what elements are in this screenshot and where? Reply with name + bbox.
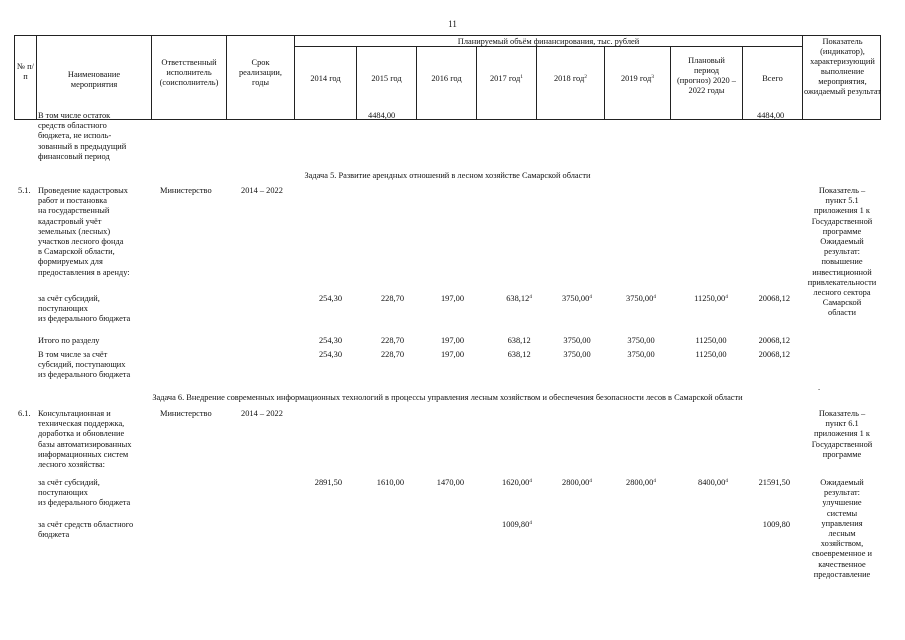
value-2016: 197,00 — [440, 336, 464, 345]
task-6-title: Задача 6. Внедрение современных информационных технологий в процессы управления лесным хозяйством и обеспечения безопасности лесов в Самарской области — [152, 393, 743, 402]
value-plan: 8400,00$^4$ — [698, 478, 728, 487]
header-col-plan: Плановый период (прогноз) 2020 – 2022 годы — [677, 56, 736, 95]
header-col-no: № п/п — [17, 62, 34, 81]
value-total: 20068,12 — [758, 336, 790, 345]
value-total: 4484,00 — [757, 111, 785, 120]
header-col-2015: 2015 год — [371, 74, 402, 83]
page-number: 11 — [448, 19, 457, 29]
value-2017: 1009,80$^4$ — [502, 520, 532, 529]
indicator: Показатель – пункт 5.1 приложения 1 к Государственной программе Ожидаемый результат: повышение инвестиционной привлекательности лесного сектора Самарской области — [807, 186, 877, 318]
value-2015: 228,70 — [380, 350, 404, 359]
value-2015: 4484,00 — [368, 111, 396, 120]
value-2019: 3750,00 — [627, 336, 655, 345]
value-2018: 2800,00$^4$ — [562, 478, 592, 487]
header-col-total: Всего — [762, 74, 783, 83]
item-name: Консультационная и техническая поддержка, доработка и обновление базы автоматизированных информационных систем лесного хозяйства: — [38, 409, 132, 470]
header-col-2018: 2018 год$^2$ — [553, 74, 588, 83]
value-2019: 3750,00 — [627, 350, 655, 359]
value-2018: 3750,00 — [563, 336, 591, 345]
item-number: 6.1. — [18, 409, 31, 418]
item-number: 5.1. — [18, 186, 31, 195]
value-total: 1009,80 — [762, 520, 790, 529]
value-2017: 638,12$^4$ — [506, 294, 532, 303]
value-2019: 3750,00$^4$ — [626, 294, 656, 303]
row-name: за счёт субсидий, поступающих из федерального бюджета — [38, 294, 131, 324]
row-name: за счёт средств областного бюджета — [38, 520, 134, 540]
row-name: Итого по разделу — [38, 336, 100, 345]
value-2015: 228,70 — [380, 336, 404, 345]
value-2014: 2891,50 — [314, 478, 342, 487]
value-2014: 254,30 — [318, 336, 342, 345]
value-total: 20068,12 — [758, 350, 790, 359]
value-2018: 3750,00 — [563, 350, 591, 359]
value-2017: 638,12 — [507, 336, 531, 345]
value-2017: 1620,00$^4$ — [502, 478, 532, 487]
row-name: В том числе за счёт субсидий, поступающих из федерального бюджета — [38, 350, 131, 380]
header-col-2014: 2014 год — [310, 74, 341, 83]
row-name: В том числе остаток средств областного бюджета, не исполь- зованный в предыдущий финансовый период — [38, 111, 127, 161]
header-col-name: Наименование мероприятия — [67, 70, 121, 89]
header-col-responsible: Ответственный исполнитель (соисполнитель) — [159, 58, 219, 87]
header-col-funding: Планируемый объём финансирования, тыс. рублей — [457, 37, 640, 46]
header-col-term: Срок реализации, годы — [238, 58, 283, 87]
value-plan: 11250,00 — [695, 350, 727, 359]
header-col-2016: 2016 год — [431, 74, 462, 83]
header-col-2019: 2019 год$^3$ — [620, 74, 655, 83]
header-col-indicator: Показатель (индикатор), характеризующий выполнение мероприятия, ожидаемый результат — [803, 37, 881, 96]
responsible: Министерство — [160, 409, 212, 418]
value-2016: 197,00 — [440, 350, 464, 359]
term: 2014 – 2022 — [241, 409, 283, 418]
value-total: 21591,50 — [758, 478, 790, 487]
value-total: 20068,12 — [758, 294, 790, 303]
term: 2014 – 2022 — [241, 186, 283, 195]
table-header — [14, 35, 881, 120]
value-plan: 11250,00 — [695, 336, 727, 345]
value-2016: 197,00 — [440, 294, 464, 303]
value-plan: 11250,00$^4$ — [694, 294, 728, 303]
task-5-title: Задача 5. Развитие арендных отношений в лесном хозяйстве Самарской области — [304, 171, 591, 180]
value-2019: 2800,00$^4$ — [626, 478, 656, 487]
value-2017: 638,12 — [507, 350, 531, 359]
indicator: Показатель – пункт 6.1 приложения 1 к Государственной программе — [811, 409, 873, 459]
value-2015: 1610,00 — [376, 478, 404, 487]
value-2018: 3750,00$^4$ — [562, 294, 592, 303]
row-name: за счёт субсидий, поступающих из федерального бюджета — [38, 478, 131, 508]
item-name: Проведение кадастровых работ и постановка на государственный кадастровый учёт земельных (лесных) участков лесного фонда в Самарской области, формируемых для предоставления в аренду: — [38, 186, 130, 277]
responsible: Министерство — [160, 186, 212, 195]
value-2014: 254,30 — [318, 350, 342, 359]
value-2016: 1470,00 — [436, 478, 464, 487]
stray-mark: . — [818, 383, 821, 392]
value-2014: 254,30 — [318, 294, 342, 303]
header-col-2017: 2017 год$^1$ — [489, 74, 524, 83]
expected-result: Ожидаемый результат: улучшение системы управления лесным хозяйством, своевременное и качественное предоставление — [811, 478, 873, 579]
value-2015: 228,70 — [380, 294, 404, 303]
